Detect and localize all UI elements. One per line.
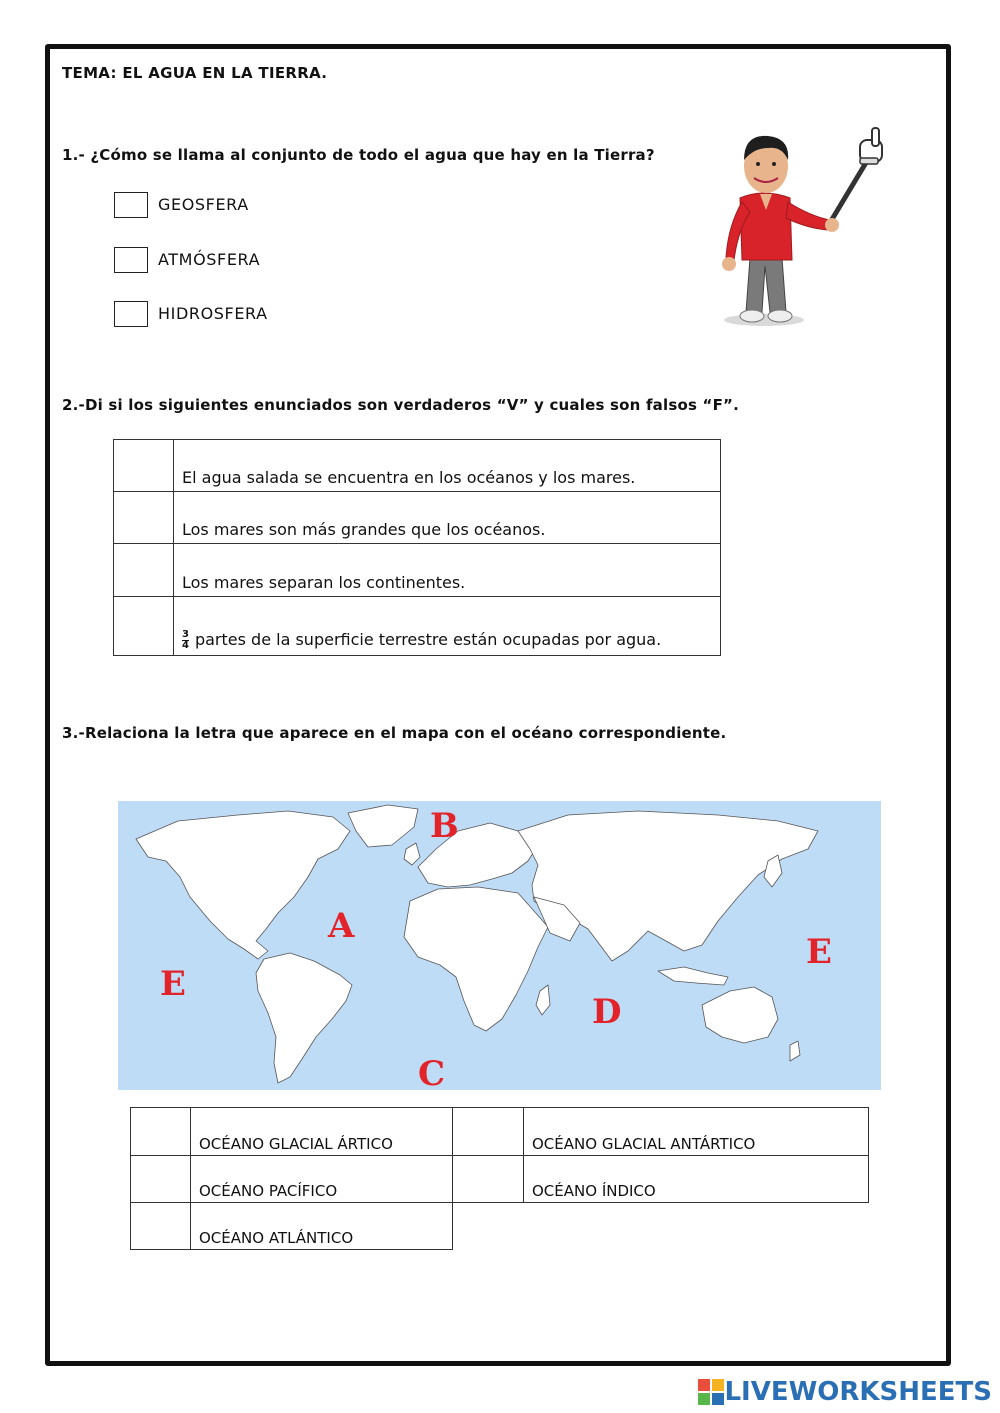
ocean-answer-box-1[interactable] (131, 1108, 191, 1156)
option-hidrosfera: HIDROSFERA (158, 304, 268, 323)
question-1: 1.- ¿Cómo se llama al conjunto de todo el agua que hay en la Tierra? (62, 146, 655, 164)
fraction (182, 630, 189, 651)
option-geosfera: GEOSFERA (158, 195, 249, 214)
answer-box-2[interactable] (114, 492, 174, 544)
map-letter-e-left: E (160, 964, 186, 1004)
checkbox-geosfera[interactable] (114, 192, 148, 218)
ocean-indico: OCÉANO ÍNDICO (524, 1156, 869, 1203)
map-letter-a: A (328, 906, 355, 946)
statement-4-cell (174, 597, 721, 656)
worksheet-title: TEMA: EL AGUA EN LA TIERRA. (62, 64, 328, 82)
ocean-answer-box-2[interactable] (453, 1108, 524, 1156)
teacher-illustration (712, 126, 902, 330)
pointer-hand-icon (860, 128, 882, 164)
ocean-atlantico: OCÉANO ATLÁNTICO (191, 1203, 453, 1250)
checkbox-hidrosfera[interactable] (114, 301, 148, 327)
ocean-answer-box-5[interactable] (131, 1203, 191, 1250)
world-map (118, 801, 881, 1090)
answer-box-3[interactable] (114, 544, 174, 597)
question-2: 2.-Di si los siguientes enunciados son verdaderos “V” y cuales son falsos “F”. (62, 396, 739, 414)
map-letter-b: B (430, 806, 459, 846)
ocean-antartico: OCÉANO GLACIAL ANTÁRTICO (524, 1108, 869, 1156)
statement-4: partes de la superficie terrestre están ocupadas por agua. (194, 630, 662, 649)
true-false-table (113, 439, 721, 656)
table-row (114, 492, 721, 544)
table-row (131, 1156, 869, 1203)
liveworksheets-wordmark: LIVEWORKSHEETS (724, 1377, 992, 1407)
ocean-matching-table (130, 1107, 869, 1250)
ocean-answer-box-4[interactable] (453, 1156, 524, 1203)
liveworksheets-logo-icon (698, 1379, 724, 1405)
fraction-denominator: 4 (182, 640, 189, 651)
table-row (131, 1108, 869, 1156)
map-letter-d: D (592, 992, 622, 1032)
answer-box-4[interactable] (114, 597, 174, 656)
checkbox-atmosfera[interactable] (114, 247, 148, 273)
liveworksheets-logo (698, 1377, 992, 1407)
fraction-numerator: 3 (182, 629, 189, 640)
table-row (114, 440, 721, 492)
ocean-artico: OCÉANO GLACIAL ÁRTICO (191, 1108, 453, 1156)
option-atmosfera: ATMÓSFERA (158, 250, 261, 269)
map-letter-e-right: E (806, 932, 832, 972)
statement-1: El agua salada se encuentra en los océanos y los mares. (174, 440, 721, 492)
map-letter-c: C (418, 1054, 446, 1090)
ocean-answer-box-3[interactable] (131, 1156, 191, 1203)
ocean-pacifico: OCÉANO PACÍFICO (191, 1156, 453, 1203)
table-row (131, 1203, 869, 1250)
statement-2: Los mares son más grandes que los océanos. (174, 492, 721, 544)
table-row (114, 544, 721, 597)
table-row (114, 597, 721, 656)
statement-3: Los mares separan los continentes. (174, 544, 721, 597)
answer-box-1[interactable] (114, 440, 174, 492)
question-3: 3.-Relaciona la letra que aparece en el mapa con el océano correspondiente. (62, 724, 727, 742)
